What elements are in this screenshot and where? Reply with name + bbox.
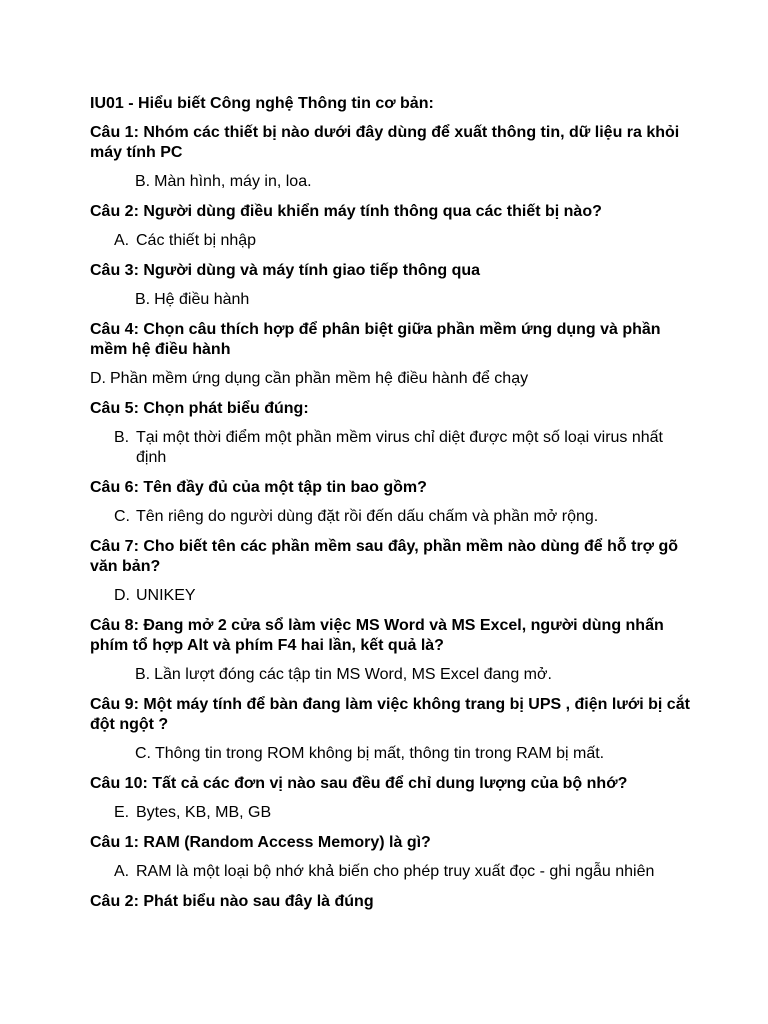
question-text: Câu 2: Người dùng điều khiển máy tính thông qua các thiết bị nào? [90, 203, 602, 220]
answer [90, 172, 690, 192]
question-text: Câu 10: Tất cả các đơn vị nào sau đều để chỉ dung lượng của bộ nhớ? [90, 775, 628, 792]
answer-letter: B. [135, 291, 151, 308]
answer [90, 665, 690, 685]
answer-letter: B. [135, 173, 151, 190]
answer-text: Tên riêng do người dùng đặt rồi đến dấu chấm và phần mở rộng. [136, 508, 599, 525]
answer-text: UNIKEY [136, 587, 196, 604]
answer-letter: B. [135, 666, 151, 683]
question-text: Câu 6: Tên đầy đủ của một tập tin bao gồm? [90, 479, 427, 496]
question-text: Câu 7: Cho biết tên các phần mềm sau đây, phần mềm nào dùng để hỗ trợ gõ văn bản? [90, 538, 679, 575]
answer [90, 507, 690, 527]
document-content [90, 94, 690, 921]
answer-text: RAM là một loại bộ nhớ khả biến cho phép truy xuất đọc - ghi ngẫu nhiên [136, 863, 655, 880]
answer-letter: B. [114, 429, 130, 446]
answer-letter: C. [114, 508, 130, 525]
answer [90, 231, 690, 251]
answer-letter: D. [90, 370, 106, 387]
answer-text: Bytes, KB, MB, GB [136, 804, 272, 821]
question-text: Câu 8: Đang mở 2 cửa sổ làm việc MS Word và MS Excel, người dùng nhấn phím tổ hợp Alt và phím F4 hai lần, kết quả là? [90, 617, 664, 654]
document-title: IU01 - Hiểu biết Công nghệ Thông tin cơ bản: [90, 95, 434, 112]
answer [90, 803, 690, 823]
answer-letter: A. [114, 232, 130, 249]
answer [90, 369, 690, 389]
question-text: Câu 1: RAM (Random Access Memory) là gì? [90, 834, 431, 851]
answer-text: Phần mềm ứng dụng cần phần mềm hệ điều hành để chạy [110, 370, 529, 387]
answer-letter: C. [135, 745, 151, 762]
question-list [90, 123, 690, 912]
answer [90, 744, 690, 764]
answer [90, 586, 690, 606]
answer [90, 862, 690, 882]
question-text: Câu 9: Một máy tính để bàn đang làm việc không trang bị UPS , điện lưới bị cắt đột ngột ? [90, 696, 690, 733]
question-text: Câu 2: Phát biểu nào sau đây là đúng [90, 893, 374, 910]
question-text: Câu 3: Người dùng và máy tính giao tiếp thông qua [90, 262, 481, 279]
question-text: Câu 4: Chọn câu thích hợp để phân biệt giữa phần mềm ứng dụng và phần mềm hệ điều hành [90, 321, 661, 358]
answer-letter: E. [114, 804, 130, 821]
question-text: Câu 1: Nhóm các thiết bị nào dưới đây dùng để xuất thông tin, dữ liệu ra khỏi máy tính PC [90, 124, 680, 161]
answer [90, 428, 690, 468]
answer [90, 290, 690, 310]
answer-text: Các thiết bị nhập [136, 232, 257, 249]
answer-letter: A. [114, 863, 130, 880]
answer-letter: D. [114, 587, 130, 604]
answer-text: Tại một thời điểm một phần mềm virus chỉ diệt được một số loại virus nhất định [136, 429, 663, 466]
answer-text: Lần lượt đóng các tập tin MS Word, MS Excel đang mở. [154, 666, 552, 683]
answer-text: Hệ điều hành [154, 291, 250, 308]
answer-text: Màn hình, máy in, loa. [154, 173, 312, 190]
answer-text: Thông tin trong ROM không bị mất, thông tin trong RAM bị mất. [155, 745, 605, 762]
question-text: Câu 5: Chọn phát biểu đúng: [90, 400, 309, 417]
